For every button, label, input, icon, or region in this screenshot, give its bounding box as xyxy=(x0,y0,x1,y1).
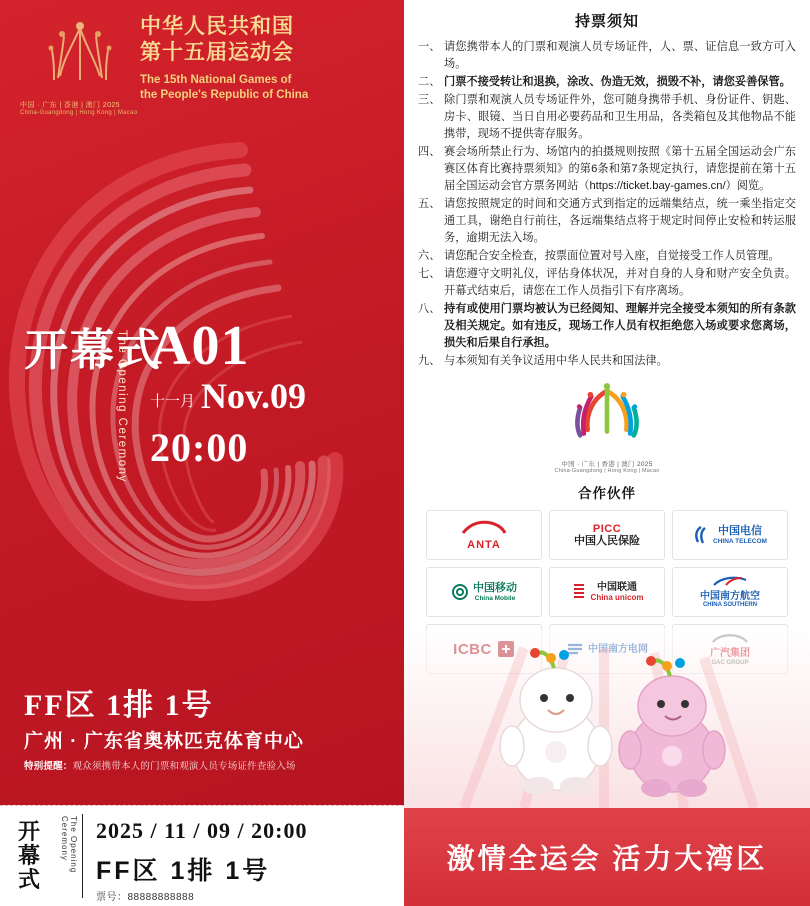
games-title-block xyxy=(140,14,390,104)
partner-sub: China Mobile xyxy=(474,594,516,602)
seat-code-block xyxy=(150,315,250,377)
term-item xyxy=(418,196,796,247)
games-emblem xyxy=(553,378,661,474)
term-index: 七、 xyxy=(418,268,441,281)
seat-zone-text: FF区 1排 1号 xyxy=(24,689,214,722)
entry-notice-prefix: 特别提醒： xyxy=(24,761,73,772)
event-date-cn: 十一月 xyxy=(150,393,196,411)
partner-name: 中国移动 xyxy=(473,582,517,595)
event-name-cn-text: 开幕式 xyxy=(24,326,162,375)
seat-code: A01 xyxy=(150,315,250,377)
anta-mark-icon xyxy=(461,519,507,535)
games-name-cn-line1: 中华人民共和国 xyxy=(140,15,294,38)
term-index: 一、 xyxy=(418,41,441,53)
venue-name: 广州 · 广东省奥林匹克体育中心 xyxy=(24,731,304,752)
event-name-en: The Opening Ceremony xyxy=(116,330,128,483)
partner-logo-china-telecom xyxy=(672,510,788,560)
emblem-sub-cn: 中国 · 广东 | 香港 | 澳门 2025 xyxy=(20,102,120,109)
partner-logo-china-unicom xyxy=(549,567,665,617)
term-item xyxy=(418,266,796,300)
term-index: 四、 xyxy=(418,146,441,159)
term-text: 请您配合安全检查，按票面位置对号入座，自觉接受工作人员管理。 xyxy=(444,250,780,263)
entry-notice-text: 观众须携带本人的门票和观演人员专场证件查验入场 xyxy=(72,761,296,772)
china-southern-mark-icon xyxy=(710,575,750,587)
stub-ticket-number-label: 票号： xyxy=(96,892,128,903)
partner-name: 中国南方航空 xyxy=(700,590,760,602)
partners-title: 合作伙伴 xyxy=(578,486,636,502)
term-index: 二、 xyxy=(418,76,441,89)
info-panel xyxy=(404,0,810,906)
partner-sub: CHINA SOUTHERN xyxy=(702,602,758,609)
term-text: 请您按照规定的时间和交通方式到指定的远端集结点，统一乘坐指定交通工具，谢绝自行前往，各远端集结点将于规定时间停止安检和转运服务，逾期无法入场。 xyxy=(444,198,796,245)
partner-logo-picc xyxy=(549,510,665,560)
emblem-caption-cn: 中国 · 广东 | 香港 | 澳门 2025 xyxy=(561,461,653,469)
event-date-en: Nov.09 xyxy=(201,376,307,416)
mascots-illustration xyxy=(404,628,810,808)
ticket-main xyxy=(0,0,404,906)
term-item xyxy=(418,92,796,143)
term-item xyxy=(418,39,796,73)
event-name-cn xyxy=(24,328,162,374)
event-date-block xyxy=(150,378,306,414)
emblem-flower-icon xyxy=(553,378,661,452)
partner-sub: CHINA TELECOM xyxy=(713,537,767,545)
term-text: 除门票和观演人员专场证件外，您可随身携带手机、身份证件、钥匙、房卡、眼镜、当日自用必要药品和卫生用品，各类箱包及其他物品不能携带，现场不提供寄存服务。 xyxy=(444,94,796,141)
stub-seat: FF区 1排 1号 xyxy=(96,857,271,885)
games-name-en-line2: the People's Republic of China xyxy=(140,89,309,102)
term-text: 门票不接受转让和退换，涂改、伪造无效，损毁不补，请您妥善保管。 xyxy=(444,76,791,89)
stub-event-block xyxy=(18,816,78,896)
stub-datetime: 2025 / 11 / 09 / 20:00 xyxy=(96,818,308,843)
slogan-text: 激情全运会 活力大湾区 xyxy=(446,843,768,874)
event-time: 20:00 xyxy=(150,425,249,470)
china-mobile-mark-icon xyxy=(451,583,469,601)
partner-name: China unicom xyxy=(590,593,644,603)
term-index: 五、 xyxy=(418,198,441,211)
china-unicom-mark-icon xyxy=(571,583,587,601)
emblem-sub-en: China-Guangdong | Hong Kong | Macao xyxy=(20,110,138,116)
stub-event-cn: 开幕式 xyxy=(18,819,42,892)
term-text: 与本须知有关争议适用中华人民共和国法律。 xyxy=(444,355,668,368)
term-text: 请您携带本人的门票和观演人员专场证件，人、票、证信息一致方可入场。 xyxy=(444,41,796,71)
terms-list xyxy=(418,39,796,370)
partner-sub: PICC xyxy=(592,522,622,535)
seat-zone-row xyxy=(24,680,214,724)
term-index: 九、 xyxy=(418,355,441,368)
stub-ticket-number-value: 88888888888 xyxy=(127,892,195,903)
terms-title: 持票须知 xyxy=(574,13,639,30)
stub-event-en: The Opening Ceremony xyxy=(60,816,78,874)
entry-notice xyxy=(24,758,296,772)
term-text: 赛会场所禁止行为、场馆内的拍摄规则按照《第十五届全国运动会广东赛区体育比赛持票须知》的第6条和第7条规定执行，请您提前在第十五届全国运动会官方票务网站（https://ticket.bay-games.cn/）阅览。 xyxy=(444,146,796,193)
partner-sub: 中国联通 xyxy=(596,581,637,593)
term-item xyxy=(418,144,796,195)
partner-name: 中国电信 xyxy=(718,525,762,538)
mascot-pair-icon xyxy=(404,628,810,808)
term-index: 六、 xyxy=(418,250,441,263)
games-name-en-line1: The 15th National Games of xyxy=(140,73,292,86)
partner-name: ANTA xyxy=(467,538,501,551)
partner-logo-china-mobile xyxy=(426,567,542,617)
term-index: 三、 xyxy=(418,94,441,107)
term-item xyxy=(418,353,796,370)
term-item xyxy=(418,301,796,352)
partner-logo-china-southern xyxy=(672,567,788,617)
partner-logo-anta xyxy=(426,510,542,560)
term-index: 八、 xyxy=(418,303,441,316)
ticket-stub xyxy=(0,805,404,906)
term-item xyxy=(418,74,796,91)
term-text: 持有或使用门票均被认为已经阅知、理解并完全接受本须知的所有条款及相关规定。如有违反，现场工作人员有权拒绝您入场或要求您离场，损失和后果自行承担。 xyxy=(444,303,796,350)
term-item xyxy=(418,248,796,265)
stub-divider xyxy=(82,814,83,898)
stub-ticket-number xyxy=(96,888,194,903)
term-text: 请您遵守文明礼仪，评估身体状况，并对自身的人身和财产安全负责。开幕式结束后，请您在工作人员指引下有序离场。 xyxy=(444,268,796,298)
games-name-cn-line2: 第十五届运动会 xyxy=(140,41,294,65)
partner-name: 中国人民保险 xyxy=(574,535,640,548)
slogan-banner xyxy=(404,808,810,906)
emblem-caption-en: China-Guangdong | Hong Kong | Macao xyxy=(554,468,660,475)
china-telecom-mark-icon xyxy=(693,526,709,544)
